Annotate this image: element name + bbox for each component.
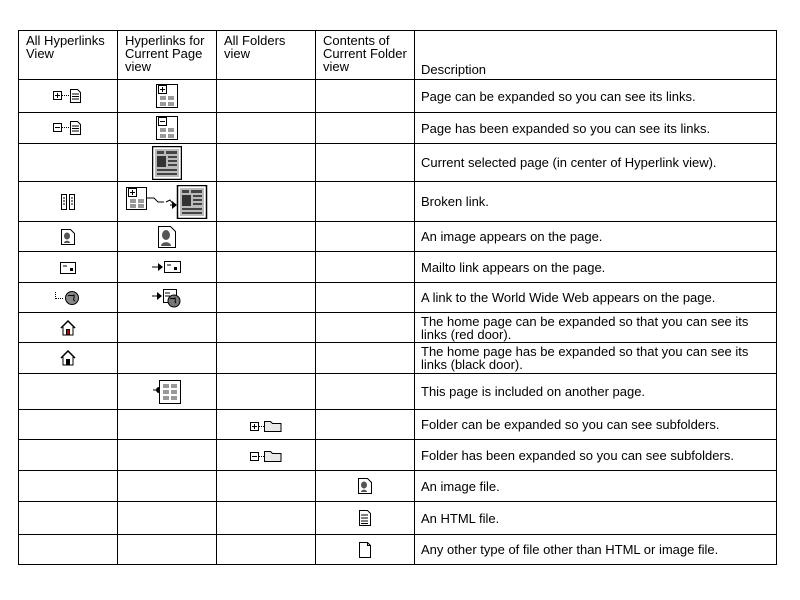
cell-all-hyperlinks [19,80,118,113]
table-row [19,410,777,440]
cell-all-hyperlinks [19,113,118,144]
cell-all-hyperlinks [19,410,118,440]
table-row [19,313,777,343]
cell-hyperlinks-current [118,471,217,502]
cell-all-hyperlinks [19,144,118,182]
expandable-folder-icon [250,418,282,432]
cell-all-hyperlinks [19,283,118,313]
cell-hyperlinks-current [118,144,217,182]
row-description: An image file. [415,471,777,502]
cell-all-hyperlinks [19,222,118,252]
cell-folder-contents [316,343,415,374]
image-icon [61,229,75,245]
home-page-red-door-icon [60,320,76,336]
cell-all-hyperlinks [19,535,118,565]
table-row [19,182,777,222]
image-file-icon [358,478,372,494]
table-row [19,222,777,252]
header-row [19,31,777,80]
cell-folder-contents [316,410,415,440]
row-description: This page is included on another page. [415,374,777,410]
cell-all-folders [217,410,316,440]
row-description: An image appears on the page. [415,222,777,252]
cell-all-folders [217,222,316,252]
cell-folder-contents [316,471,415,502]
row-description: A link to the World Wide Web appears on the page. [415,283,777,313]
cell-folder-contents [316,182,415,222]
cell-all-folders [217,374,316,410]
header-folder-contents: Contents of Current Folder view [316,31,415,80]
table-row [19,502,777,535]
row-description: An HTML file. [415,502,777,535]
cell-hyperlinks-current [118,222,217,252]
expandable-page-large-icon [156,84,178,108]
cell-all-hyperlinks [19,440,118,471]
expanded-folder-icon [250,448,282,462]
broken-link-icon [61,194,75,210]
table-row [19,374,777,410]
table-row [19,535,777,565]
icon-legend-table [18,30,777,565]
row-description: Mailto link appears on the page. [415,252,777,283]
cell-hyperlinks-current [118,113,217,144]
html-file-icon [359,510,371,526]
cell-hyperlinks-current [118,535,217,565]
cell-all-folders [217,144,316,182]
cell-hyperlinks-current [118,283,217,313]
cell-folder-contents [316,313,415,343]
cell-all-folders [217,283,316,313]
cell-all-hyperlinks [19,313,118,343]
cell-hyperlinks-current [118,252,217,283]
cell-hyperlinks-current [118,410,217,440]
cell-hyperlinks-current [118,313,217,343]
row-description: Any other type of file other than HTML or image file. [415,535,777,565]
cell-all-folders [217,113,316,144]
broken-link-large-icon [126,185,208,219]
cell-folder-contents [316,535,415,565]
row-description: Folder has been expanded so you can see subfolders. [415,440,777,471]
row-description: Page can be expanded so you can see its links. [415,80,777,113]
cell-all-folders [217,252,316,283]
cell-folder-contents [316,113,415,144]
table-row [19,144,777,182]
cell-folder-contents [316,222,415,252]
mailto-icon [60,262,76,274]
header-all-folders: All Folders view [217,31,316,80]
cell-all-folders [217,471,316,502]
cell-all-hyperlinks [19,182,118,222]
row-description: Folder can be expanded so you can see subfolders. [415,410,777,440]
table-row [19,343,777,374]
cell-hyperlinks-current [118,440,217,471]
cell-all-folders [217,80,316,113]
cell-all-folders [217,502,316,535]
mailto-link-icon [152,260,182,274]
cell-all-hyperlinks [19,471,118,502]
home-page-black-door-icon [60,350,76,366]
cell-hyperlinks-current [118,182,217,222]
cell-hyperlinks-current [118,80,217,113]
cell-folder-contents [316,440,415,471]
current-page-icon [152,146,182,180]
cell-all-folders [217,182,316,222]
table-row [19,80,777,113]
cell-folder-contents [316,80,415,113]
header-description: Description [415,31,777,80]
cell-hyperlinks-current [118,502,217,535]
cell-all-hyperlinks [19,374,118,410]
cell-hyperlinks-current [118,343,217,374]
table-row [19,252,777,283]
row-description: Current selected page (in center of Hyperlink view). [415,144,777,182]
table-row [19,471,777,502]
row-description: Page has been expanded so you can see its links. [415,113,777,144]
row-description: The home page can be expanded so that you can see its links (red door). [415,313,777,343]
expandable-page-icon [53,89,83,103]
other-file-icon [359,542,371,558]
table-row [19,440,777,471]
row-description: The home page has be expanded so that you can see its links (black door). [415,343,777,374]
table-row [19,113,777,144]
cell-all-folders [217,343,316,374]
cell-all-folders [217,440,316,471]
www-link-icon [55,290,81,306]
header-all-hyperlinks: All Hyperlinks View [19,31,118,80]
header-hyperlinks-current-page: Hyperlinks for Current Page view [118,31,217,80]
cell-folder-contents [316,374,415,410]
expanded-page-icon [53,121,83,135]
www-link-large-icon [152,288,182,308]
cell-folder-contents [316,283,415,313]
cell-all-folders [217,313,316,343]
cell-all-folders [217,535,316,565]
expanded-page-large-icon [156,116,178,140]
cell-all-hyperlinks [19,252,118,283]
cell-all-hyperlinks [19,502,118,535]
cell-all-hyperlinks [19,343,118,374]
cell-hyperlinks-current [118,374,217,410]
included-page-icon [153,380,181,404]
cell-folder-contents [316,252,415,283]
row-description: Broken link. [415,182,777,222]
cell-folder-contents [316,502,415,535]
table-row [19,283,777,313]
image-large-icon [158,226,176,248]
cell-folder-contents [316,144,415,182]
